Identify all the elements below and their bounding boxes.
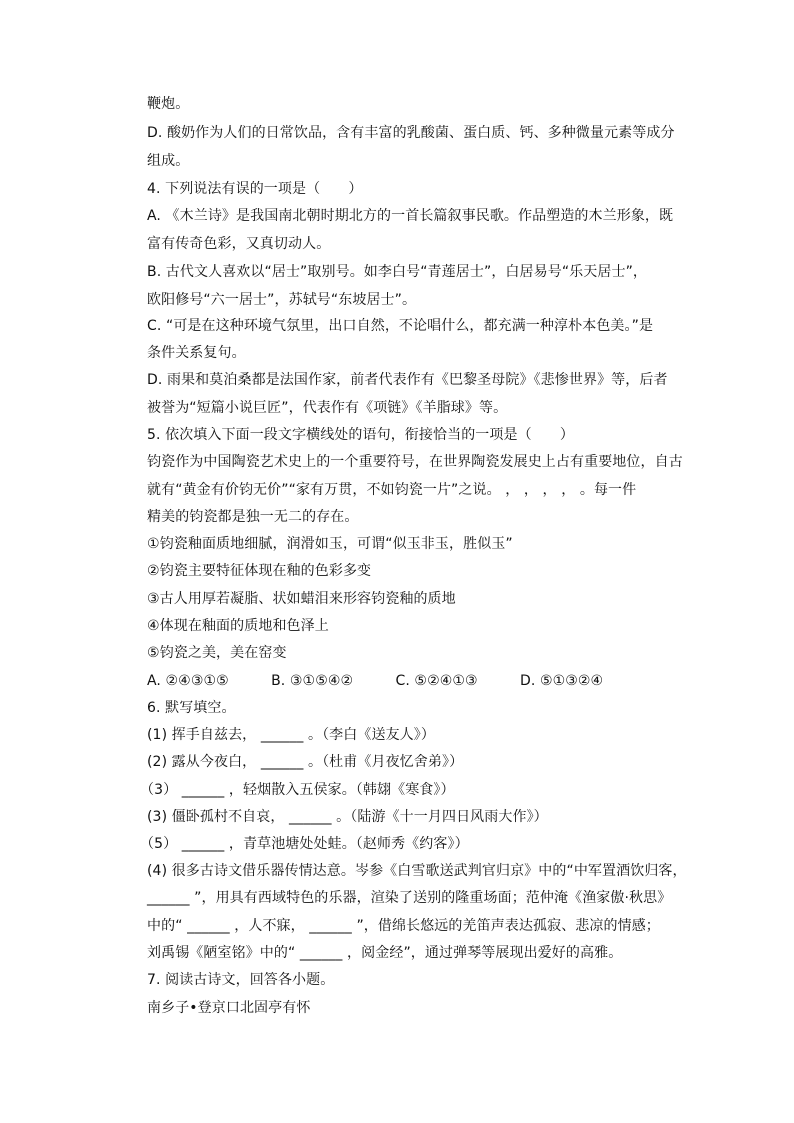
passage-line: 钧瓷作为中国陶瓷艺术史上的一个重要符号，在世界陶瓷发展史上占有重要地位，自古 — [147, 454, 683, 470]
sentence-option: ④体现在釉面的质地和色泽上 — [147, 618, 329, 634]
text-line: 中的“ ______ ，人不寐， ______ ”，借绵长悠远的羌笛声表达孤寂、悲凉的情感； — [147, 918, 660, 934]
fill-blank-item: （3） ______ ，轻烟散入五侯家。（韩翃《寒食》） — [140, 782, 455, 798]
text-line: D. 酸奶作为人们的日常饮品，含有丰富的乳酸菌、蛋白质、钙、多种微量元素等成分 — [147, 125, 675, 141]
passage-line: 精美的钧瓷都是独一无二的存在。 — [147, 509, 359, 525]
text-line: 鞭炮。 — [147, 96, 190, 112]
sentence-option: ②钧瓷主要特征体现在釉的色彩多变 — [147, 563, 372, 579]
answer-choices: A. ②④③①⑤ B. ③①⑤④② C. ⑤②④①③ D. ⑤①③②④ — [147, 673, 604, 689]
text-line: 条件关系复句。 — [147, 345, 246, 361]
option-c: C. “可是在这种环境气氛里，出口自然，不论唱什么，都充满一种淳朴本色美。”是 — [147, 318, 654, 334]
fill-blank-item: (3) 僵卧孤村不自哀， ______ 。（陆游《十一月四日风雨大作》） — [147, 809, 548, 825]
sentence-option: ⑤钧瓷之美，美在窑变 — [147, 645, 287, 661]
sentence-option: ①钧瓷釉面质地细腻，润滑如玉，可谓“似玉非玉，胜似玉” — [147, 536, 513, 552]
question-7-heading: 7. 阅读古诗文，回答各小题。 — [147, 972, 335, 988]
question-6-heading: 6. 默写填空。 — [147, 700, 236, 716]
option-d: D. 雨果和莫泊桑都是法国作家，前者代表作有《巴黎圣母院》《悲惨世界》等，后者 — [147, 372, 668, 388]
question-5-heading: 5. 依次填入下面一段文字横线处的语句，衔接恰当的一项是（ ） — [147, 427, 575, 443]
fill-blank-item: (2) 露从今夜白， ______ 。（杜甫《月夜忆舍弟》） — [147, 754, 464, 770]
text-line: 组成。 — [147, 153, 190, 169]
text-line: ______ ”，用具有西域特色的乐器，渲染了送别的隆重场面；范仲淹《渔家傲·秋思》 — [147, 890, 672, 906]
poem-title: 南乡子•登京口北固亭有怀 — [147, 1000, 311, 1016]
text-line: 富有传奇色彩，又真切动人。 — [147, 236, 331, 252]
text-line: 被誉为“短篇小说巨匠”，代表作有《项链》《羊脂球》等。 — [147, 400, 508, 416]
text-line: 刘禹锡《陋室铭》中的“ ______ ，阅金经”，通过弹琴等展现出爱好的高雅。 — [147, 945, 623, 961]
fill-blank-item: （5） ______ ，青草池塘处处蛙。（赵师秀《约客》） — [140, 836, 469, 852]
fill-blank-item: (4) 很多古诗文借乐器传情达意。岑参《白雪歌送武判官归京》中的“中军置酒饮归客， — [147, 863, 687, 879]
text-line: 欧阳修号“六一居士”，苏轼号“东坡居士”。 — [147, 292, 417, 308]
question-4-heading: 4. 下列说法有误的一项是（ ） — [147, 181, 363, 197]
option-a: A. 《木兰诗》是我国南北朝时期北方的一首长篇叙事民歌。作品塑造的木兰形象，既 — [147, 208, 674, 224]
option-b: B. 古代文人喜欢以“居士”取别号。如李白号“青莲居士”，白居易号“乐天居士”， — [147, 264, 648, 280]
sentence-option: ③古人用厚若凝脂、状如蜡泪来形容钧瓷釉的质地 — [147, 591, 456, 607]
passage-line: 就有“黄金有价钧无价”“家有万贯，不如钧瓷一片”之说。 ， ， ， ， 。每一件 — [147, 482, 637, 498]
fill-blank-item: (1) 挥手自兹去， ______ 。（李白《送友人》） — [147, 727, 435, 743]
